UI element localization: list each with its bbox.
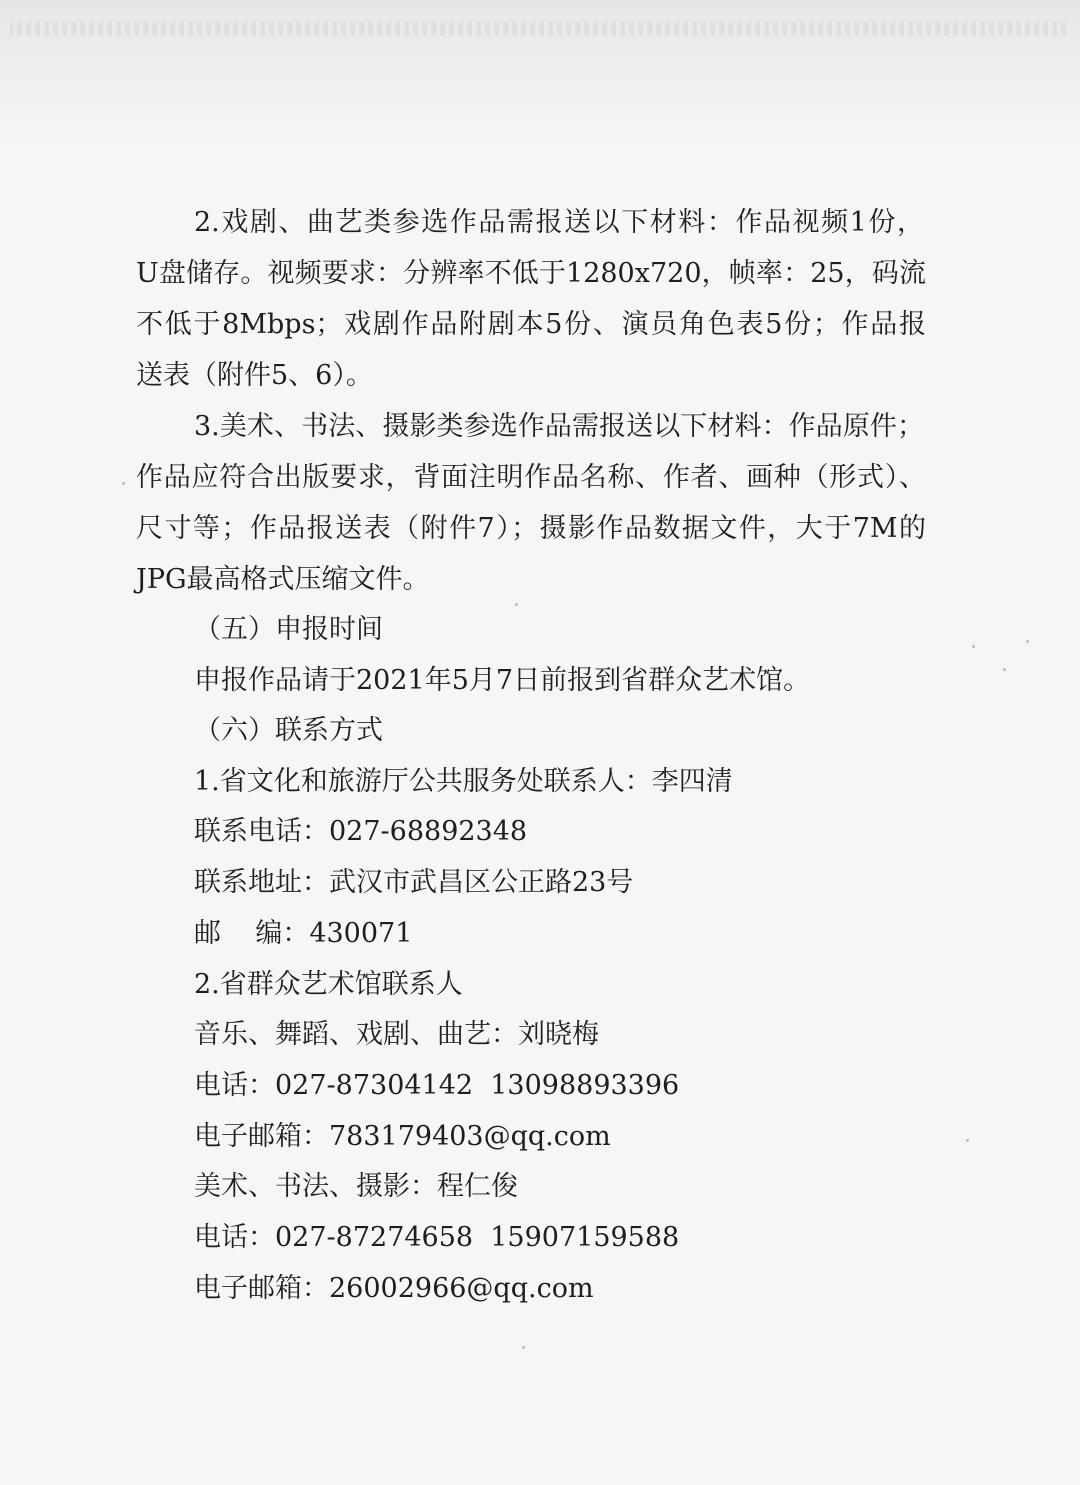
- paragraph-3-line-3: 尺寸等；作品报送表（附件7）；摄影作品数据文件，大于7M的: [136, 513, 926, 544]
- deadline-text: 申报作品请于2021年5月7日前报到省群众艺术馆。: [194, 665, 811, 696]
- contact-1-title: 1.省文化和旅游厅公共服务处联系人：李四清: [194, 766, 733, 797]
- scan-speck: [1003, 668, 1006, 671]
- scan-noise-band: [10, 22, 1070, 36]
- scan-speck: [522, 1346, 525, 1349]
- contact-2-title: 2.省群众艺术馆联系人: [194, 969, 463, 1000]
- contact-2-music-person: 音乐、舞蹈、戏剧、曲艺：刘晓梅: [194, 1019, 599, 1050]
- contact-1-postcode: 邮 编：430071: [194, 918, 413, 949]
- contact-2-music-phone: 电话：027-87304142 13098893396: [194, 1070, 680, 1101]
- scan-speck: [122, 482, 125, 485]
- paragraph-3-line-2: 作品应符合出版要求，背面注明作品名称、作者、画种（形式）、: [136, 462, 926, 493]
- paragraph-2-line-3: 不低于8Mbps；戏剧作品附剧本5份、演员角色表5份；作品报: [136, 309, 926, 340]
- section-5-heading: （五）申报时间: [194, 614, 383, 645]
- contact-2-music-email: 电子邮箱：783179403@qq.com: [194, 1121, 611, 1152]
- contact-1-phone: 联系电话：027-68892348: [194, 816, 528, 847]
- paragraph-3-line-1: 3.美术、书法、摄影类参选作品需报送以下材料：作品原件；: [194, 411, 924, 442]
- contact-1-address: 联系地址：武汉市武昌区公正路23号: [194, 867, 634, 898]
- scan-speck: [972, 645, 975, 648]
- paragraph-2-line-1: 2.戏剧、曲艺类参选作品需报送以下材料：作品视频1份，: [194, 207, 924, 238]
- scan-shadow-top: [0, 0, 1080, 150]
- contact-2-art-phone: 电话：027-87274658 15907159588: [194, 1222, 680, 1253]
- scan-speck: [966, 1139, 969, 1142]
- contact-2-art-email: 电子邮箱：26002966@qq.com: [194, 1273, 594, 1304]
- paragraph-3-line-4: JPG最高格式压缩文件。: [136, 564, 430, 595]
- section-6-heading: （六）联系方式: [194, 715, 383, 746]
- paragraph-2-line-4: 送表（附件5、6）。: [136, 360, 373, 391]
- paragraph-2-line-2: U盘储存。视频要求：分辨率不低于1280x720，帧率：25，码流: [136, 258, 926, 289]
- scan-speck: [1026, 640, 1029, 643]
- contact-2-art-person: 美术、书法、摄影：程仁俊: [194, 1171, 518, 1202]
